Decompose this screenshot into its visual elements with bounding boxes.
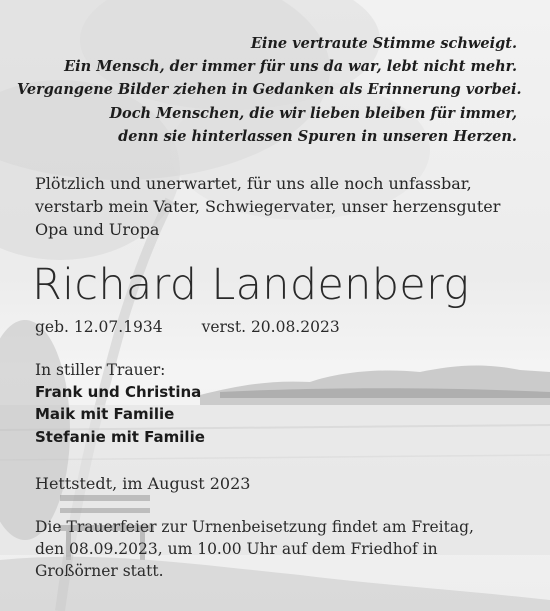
mourning-heading: In stiller Trauer: (35, 361, 166, 379)
place-and-date: Hettstedt, im August 2023 (35, 474, 251, 493)
announcement-line: Plötzlich und unerwartet, für uns alle noch unfassbar, (35, 174, 472, 193)
birth-date: geb. 12.07.1934 (35, 318, 163, 336)
poem-line: Ein Mensch, der immer für uns da war, lebt nicht mehr. (64, 58, 517, 76)
poem-line: Eine vertraute Stimme schweigt. (250, 35, 517, 52)
deceased-name: Richard Landenberg (32, 260, 470, 310)
mourner-name: Maik mit Familie (35, 405, 175, 424)
mourner-name: Stefanie mit Familie (35, 427, 205, 446)
poem-line: Doch Menschen, die wir lieben bleiben für immer, (109, 104, 517, 122)
poem-line: Vergangene Bilder ziehen in Gedanken als Erinnerung vorbei. (17, 81, 522, 99)
funeral-line: den 08.09.2023, um 10.00 Uhr auf dem Friedhof in (35, 540, 438, 558)
announcement-line: Opa und Uropa (35, 220, 160, 239)
mourner-name: Frank und Christina (35, 383, 202, 402)
memorial-poem (17, 32, 522, 148)
life-dates (35, 316, 340, 338)
announcement-text (35, 172, 535, 241)
mourners-block (35, 359, 205, 448)
poem-line: denn sie hinterlassen Spuren in unseren Herzen. (118, 127, 517, 145)
announcement-line: verstarb mein Vater, Schwiegervater, unser herzensguter (35, 197, 501, 216)
funeral-details (35, 516, 535, 582)
funeral-line: Großörner statt. (35, 562, 164, 580)
funeral-line: Die Trauerfeier zur Urnenbeisetzung findet am Freitag, (35, 518, 474, 536)
death-date: verst. 20.08.2023 (201, 318, 340, 336)
